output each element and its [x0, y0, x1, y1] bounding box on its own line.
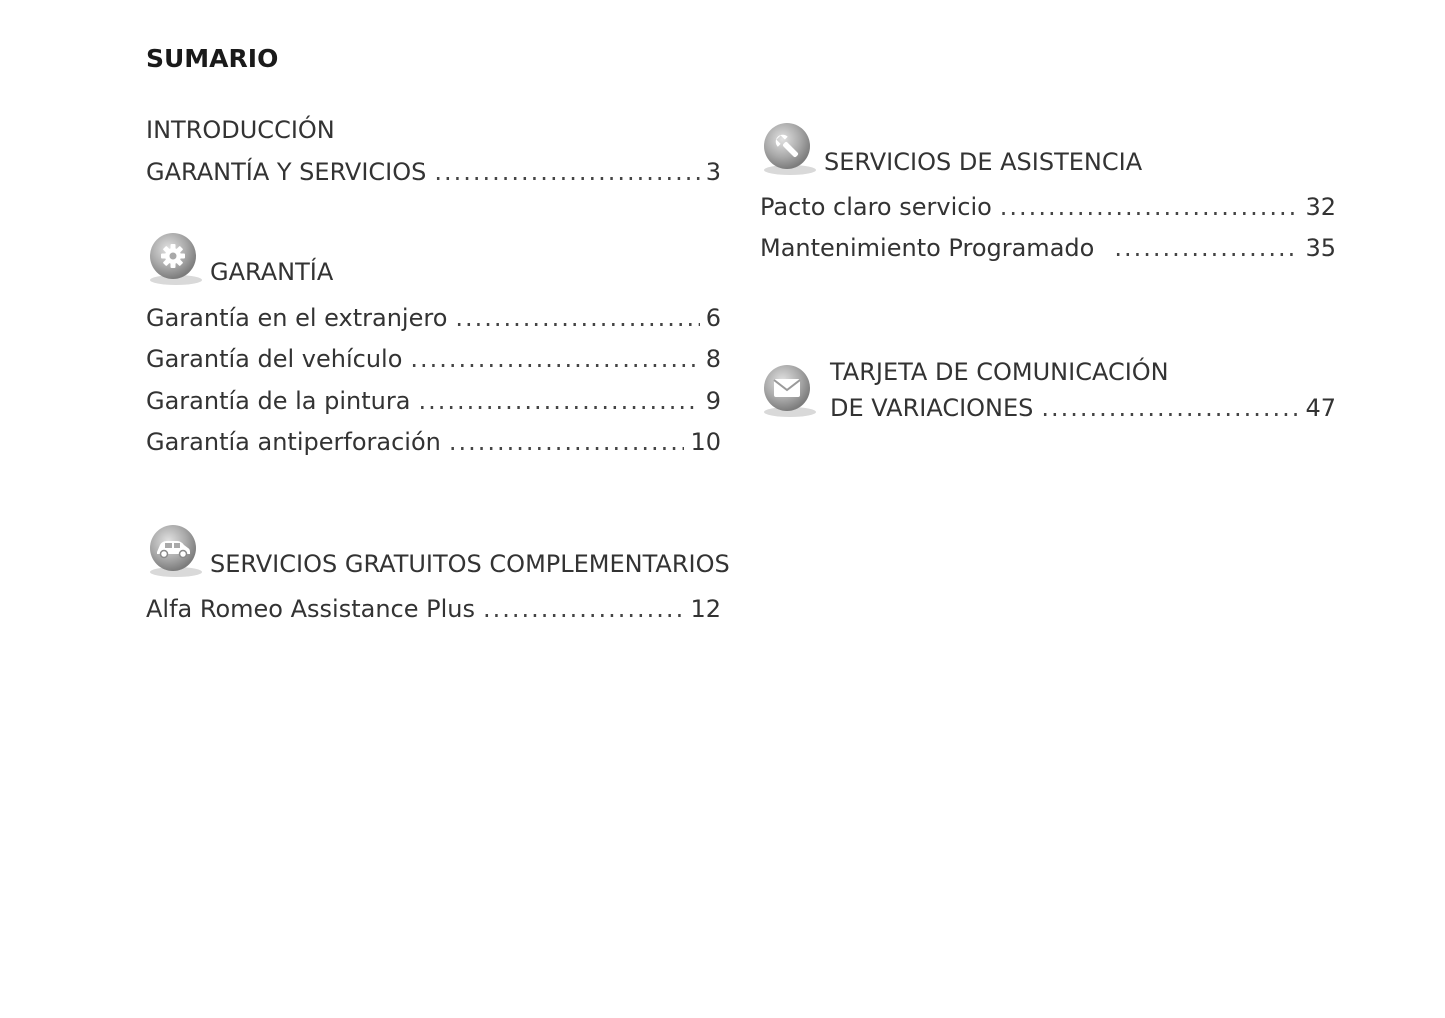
toc-entry[interactable]	[146, 594, 721, 624]
toc-entry-page: 47	[1305, 394, 1336, 422]
tarjeta-heading-line1: TARJETA DE COMUNICACIÓN	[830, 358, 1169, 386]
toc-entry[interactable]	[760, 192, 1336, 222]
section-garantia-heading	[146, 230, 333, 288]
toc-leader-dots	[455, 303, 699, 333]
toc-leader-dots	[1041, 393, 1299, 423]
toc-leader-dots	[449, 427, 685, 457]
toc-entry-page: 8	[705, 345, 721, 373]
page-title: SUMARIO	[146, 44, 279, 73]
toc-leader-dots	[1114, 233, 1299, 263]
toc-entry-page: 6	[705, 304, 721, 332]
section-gratuitos-heading	[146, 522, 730, 580]
toc-leader-dots	[418, 386, 699, 416]
toc-entry-label: Garantía en el extranjero	[146, 304, 448, 332]
toc-entry-label: Pacto claro servicio	[760, 193, 992, 221]
section-heading-text: SERVICIOS GRATUITOS COMPLEMENTARIOS	[210, 550, 730, 578]
section-tarjeta-icon-wrap	[760, 362, 818, 420]
toc-entry-tarjeta[interactable]	[830, 393, 1336, 423]
toc-entry[interactable]	[760, 233, 1336, 263]
section-heading-text: GARANTÍA	[210, 258, 334, 286]
toc-entry[interactable]	[146, 344, 721, 374]
car-icon	[146, 522, 204, 580]
toc-entry-label: Mantenimiento Programado	[760, 234, 1095, 262]
gear-icon	[146, 230, 204, 288]
toc-entry[interactable]	[146, 303, 721, 333]
toc-entry[interactable]	[146, 386, 721, 416]
toc-leader-dots	[483, 594, 684, 624]
intro-heading: INTRODUCCIÓN	[146, 116, 335, 144]
toc-leader-dots	[434, 157, 699, 187]
toc-entry-page: 3	[705, 158, 721, 186]
toc-entry-label: Garantía de la pintura	[146, 387, 411, 415]
toc-entry-label: Alfa Romeo Assistance Plus	[146, 595, 475, 623]
toc-entry-page: 35	[1305, 234, 1336, 262]
toc-leader-dots	[410, 344, 699, 374]
toc-entry[interactable]	[146, 427, 721, 457]
section-heading-text: SERVICIOS DE ASISTENCIA	[824, 148, 1143, 176]
toc-entry-label: GARANTÍA Y SERVICIOS	[146, 158, 427, 186]
wrench-icon	[760, 120, 818, 178]
toc-entry-label: Garantía antiperforación	[146, 428, 441, 456]
toc-entry-page: 12	[690, 595, 721, 623]
toc-entry-garantia-servicios[interactable]	[146, 157, 721, 187]
toc-entry-page: 32	[1305, 193, 1336, 221]
toc-entry-page: 10	[690, 428, 721, 456]
toc-entry-label: DE VARIACIONES	[830, 394, 1034, 422]
toc-entry-page: 9	[705, 387, 721, 415]
toc-entry-label: Garantía del vehículo	[146, 345, 403, 373]
envelope-icon	[760, 362, 818, 420]
section-asistencia-heading	[760, 120, 1142, 178]
toc-leader-dots	[1000, 192, 1300, 222]
